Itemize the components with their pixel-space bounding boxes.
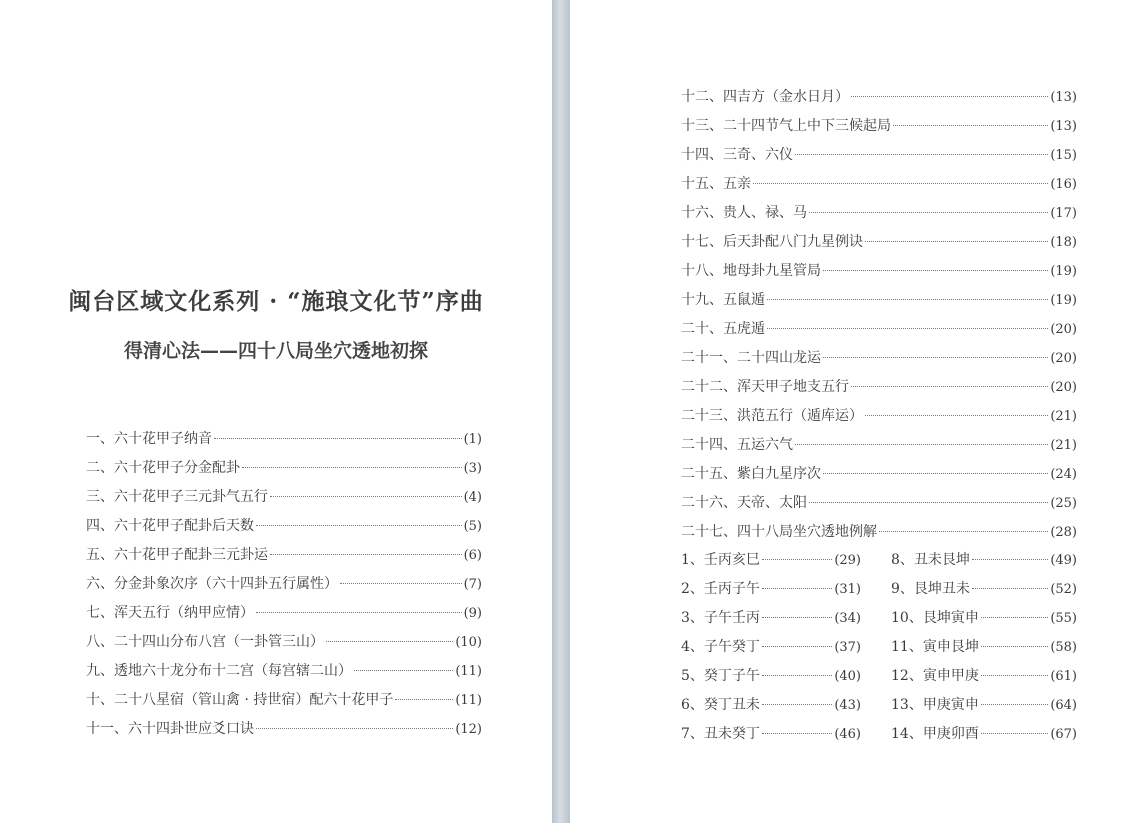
dot-leader xyxy=(981,733,1048,734)
toc-entry-page: (52) xyxy=(1050,582,1077,597)
toc-entry xyxy=(681,636,861,665)
dot-leader xyxy=(981,704,1048,705)
dot-leader xyxy=(865,241,1048,242)
dot-leader xyxy=(809,212,1048,213)
toc-entry-page: (58) xyxy=(1050,640,1077,655)
toc-entry-title: 5、癸丁子午 xyxy=(681,668,760,684)
toc-entry xyxy=(891,665,1077,694)
toc-entry xyxy=(681,549,861,578)
toc-entry xyxy=(681,521,1077,550)
toc-entry-page: (11) xyxy=(455,693,482,708)
dot-leader xyxy=(893,125,1048,126)
toc-entry xyxy=(681,665,861,694)
toc-entry xyxy=(681,202,1077,231)
toc-entry-page: (20) xyxy=(1050,351,1077,366)
dot-leader xyxy=(256,612,462,613)
toc-entry xyxy=(681,318,1077,347)
toc-entry-page: (46) xyxy=(834,727,861,742)
toc-entry-title: 6、癸丁丑未 xyxy=(681,697,760,713)
book-subtitle: 得清心法——四十八局坐穴透地初探 xyxy=(123,340,428,362)
toc-entry-title: 二、六十花甲子分金配卦 xyxy=(86,460,240,476)
toc-entry-page: (17) xyxy=(1050,206,1077,221)
dot-leader xyxy=(823,270,1048,271)
toc-entry-page: (40) xyxy=(834,669,861,684)
toc-entry-page: (9) xyxy=(463,606,482,621)
dot-leader xyxy=(242,467,462,468)
dot-leader xyxy=(972,588,1048,589)
toc-sub-column-2 xyxy=(891,549,1077,752)
toc-entry xyxy=(86,515,482,544)
toc-entry-title: 二十四、五运六气 xyxy=(681,437,793,453)
toc-entry xyxy=(86,486,482,515)
dot-leader xyxy=(214,438,462,439)
toc-entry-title: 12、寅申甲庚 xyxy=(891,668,979,684)
dot-leader xyxy=(972,559,1048,560)
toc-entry xyxy=(86,544,482,573)
dot-leader xyxy=(762,704,832,705)
toc-entry xyxy=(681,289,1077,318)
toc-entry xyxy=(681,115,1077,144)
dot-leader xyxy=(762,617,832,618)
toc-entry-page: (7) xyxy=(463,577,482,592)
toc-entry-page: (64) xyxy=(1050,698,1077,713)
toc-entry xyxy=(681,434,1077,463)
toc-entry-title: 四、六十花甲子配卦后天数 xyxy=(86,518,254,534)
dot-leader xyxy=(762,675,832,676)
toc-entry-page: (15) xyxy=(1050,148,1077,163)
toc-entry-page: (13) xyxy=(1050,90,1077,105)
page-gutter xyxy=(552,0,570,823)
dot-leader xyxy=(762,559,832,560)
toc-entry-page: (19) xyxy=(1050,264,1077,279)
toc-entry-title: 三、六十花甲子三元卦气五行 xyxy=(86,489,268,505)
toc-entry xyxy=(681,723,861,752)
toc-entry-title: 十四、三奇、六仪 xyxy=(681,147,793,163)
toc-entry xyxy=(86,428,482,457)
toc-entry-title: 二十七、四十八局坐穴透地例解 xyxy=(681,524,877,540)
dot-leader xyxy=(851,386,1048,387)
toc-entry-title: 六、分金卦象次序（六十四卦五行属性） xyxy=(86,576,338,592)
toc-entry-title: 7、丑未癸丁 xyxy=(681,726,760,742)
toc-entry-title: 二十五、紫白九星序次 xyxy=(681,466,821,482)
dot-leader xyxy=(354,670,453,671)
book-title: 闽台区域文化系列 · “施琅文化节”序曲 xyxy=(68,288,484,315)
dot-leader xyxy=(326,641,453,642)
toc-entry xyxy=(681,694,861,723)
toc-entry xyxy=(681,607,861,636)
toc-entry-page: (16) xyxy=(1050,177,1077,192)
toc-entry-page: (67) xyxy=(1050,727,1077,742)
toc-entry xyxy=(891,723,1077,752)
toc-entry-page: (21) xyxy=(1050,438,1077,453)
toc-entry xyxy=(681,578,861,607)
dot-leader xyxy=(395,699,453,700)
toc-entry-title: 十六、贵人、禄、马 xyxy=(681,205,807,221)
dot-leader xyxy=(256,728,453,729)
dot-leader xyxy=(981,646,1048,647)
toc-entry xyxy=(681,260,1077,289)
toc-entry-title: 十七、后天卦配八门九星例诀 xyxy=(681,234,863,250)
toc-entry xyxy=(681,347,1077,376)
toc-entry xyxy=(86,573,482,602)
toc-entry xyxy=(681,463,1077,492)
toc-entry xyxy=(891,636,1077,665)
toc-entry-title: 2、壬丙子午 xyxy=(681,581,760,597)
toc-entry-title: 4、子午癸丁 xyxy=(681,639,760,655)
toc-entry xyxy=(681,86,1077,115)
dot-leader xyxy=(256,525,462,526)
toc-entry-title: 二十一、二十四山龙运 xyxy=(681,350,821,366)
toc-entry xyxy=(891,578,1077,607)
toc-entry xyxy=(681,231,1077,260)
toc-entry-page: (21) xyxy=(1050,409,1077,424)
toc-entry-title: 二十二、浑天甲子地支五行 xyxy=(681,379,849,395)
toc-entry-page: (11) xyxy=(455,664,482,679)
toc-entry-title: 十三、二十四节气上中下三候起局 xyxy=(681,118,891,134)
toc-sub-column-1 xyxy=(681,549,861,752)
toc-entry-title: 十五、五亲 xyxy=(681,176,751,192)
toc-entry xyxy=(86,602,482,631)
toc-entry xyxy=(681,405,1077,434)
dot-leader xyxy=(270,554,462,555)
dot-leader xyxy=(767,299,1048,300)
toc-entry-title: 9、艮坤丑未 xyxy=(891,581,970,597)
dot-leader xyxy=(879,531,1048,532)
toc-entry-title: 十、二十八星宿（管山禽 · 持世宿）配六十花甲子 xyxy=(86,692,394,708)
toc-entry-page: (3) xyxy=(463,461,482,476)
toc-entry-page: (37) xyxy=(834,640,861,655)
toc-entry xyxy=(891,694,1077,723)
dot-leader xyxy=(809,502,1048,503)
toc-entry-page: (25) xyxy=(1050,496,1077,511)
toc-entry-page: (18) xyxy=(1050,235,1077,250)
toc-entry-page: (4) xyxy=(463,490,482,505)
dot-leader xyxy=(851,96,1048,97)
toc-entry-title: 八、二十四山分布八宫（一卦管三山） xyxy=(86,634,324,650)
toc-entry xyxy=(86,457,482,486)
toc-entry-page: (20) xyxy=(1050,380,1077,395)
toc-entry-title: 1、壬丙亥巳 xyxy=(681,552,760,568)
toc-entry-page: (5) xyxy=(463,519,482,534)
toc-entry xyxy=(681,492,1077,521)
toc-entry xyxy=(681,173,1077,202)
toc-entry-title: 11、寅申艮坤 xyxy=(891,639,979,655)
toc-entry-title: 10、艮坤寅申 xyxy=(891,610,979,626)
dot-leader xyxy=(823,473,1048,474)
toc-entry-title: 14、甲庚卯酉 xyxy=(891,726,979,742)
toc-entry-title: 二十、五虎遁 xyxy=(681,321,765,337)
toc-entry-page: (31) xyxy=(834,582,861,597)
dot-leader xyxy=(762,733,832,734)
toc-entry xyxy=(681,376,1077,405)
toc-entry-page: (10) xyxy=(455,635,482,650)
toc-entry-page: (6) xyxy=(463,548,482,563)
dot-leader xyxy=(795,444,1048,445)
toc-entry-page: (20) xyxy=(1050,322,1077,337)
dot-leader xyxy=(753,183,1048,184)
toc-entry-title: 一、六十花甲子纳音 xyxy=(86,431,212,447)
toc-entry xyxy=(891,549,1077,578)
dot-leader xyxy=(340,583,462,584)
toc-entry-page: (19) xyxy=(1050,293,1077,308)
toc-entry-page: (24) xyxy=(1050,467,1077,482)
toc-entry-title: 七、浑天五行（纳甲应情） xyxy=(86,605,254,621)
toc-entry-page: (55) xyxy=(1050,611,1077,626)
dot-leader xyxy=(981,675,1048,676)
toc-entry xyxy=(86,689,482,718)
toc-left xyxy=(86,428,482,747)
dot-leader xyxy=(865,415,1048,416)
dot-leader xyxy=(981,617,1048,618)
toc-entry-page: (61) xyxy=(1050,669,1077,684)
dot-leader xyxy=(762,646,832,647)
dot-leader xyxy=(762,588,832,589)
toc-entry-page: (29) xyxy=(834,553,861,568)
toc-entry-page: (12) xyxy=(455,722,482,737)
dot-leader xyxy=(795,154,1048,155)
toc-entry xyxy=(86,660,482,689)
toc-entry-page: (34) xyxy=(834,611,861,626)
dot-leader xyxy=(767,328,1048,329)
toc-entry-title: 13、甲庚寅申 xyxy=(891,697,979,713)
toc-entry-title: 十二、四吉方（金水日月） xyxy=(681,89,849,105)
toc-entry xyxy=(891,607,1077,636)
toc-entry-title: 十八、地母卦九星管局 xyxy=(681,263,821,279)
toc-entry xyxy=(86,631,482,660)
toc-entry-title: 十九、五鼠遁 xyxy=(681,292,765,308)
toc-entry-title: 3、子午壬丙 xyxy=(681,610,760,626)
toc-entry-title: 九、透地六十龙分布十二宫（每宫辖二山） xyxy=(86,663,352,679)
toc-entry xyxy=(86,718,482,747)
toc-entry-page: (28) xyxy=(1050,525,1077,540)
dot-leader xyxy=(270,496,462,497)
toc-entry-title: 五、六十花甲子配卦三元卦运 xyxy=(86,547,268,563)
toc-right xyxy=(681,86,1077,550)
toc-entry xyxy=(681,144,1077,173)
toc-entry-title: 十一、六十四卦世应爻口诀 xyxy=(86,721,254,737)
toc-entry-title: 二十六、天帝、太阳 xyxy=(681,495,807,511)
toc-entry-page: (1) xyxy=(463,432,482,447)
toc-entry-page: (43) xyxy=(834,698,861,713)
toc-entry-title: 8、丑未艮坤 xyxy=(891,552,970,568)
toc-entry-title: 二十三、洪范五行（遁库运） xyxy=(681,408,863,424)
toc-entry-page: (49) xyxy=(1050,553,1077,568)
toc-entry-page: (13) xyxy=(1050,119,1077,134)
dot-leader xyxy=(823,357,1048,358)
